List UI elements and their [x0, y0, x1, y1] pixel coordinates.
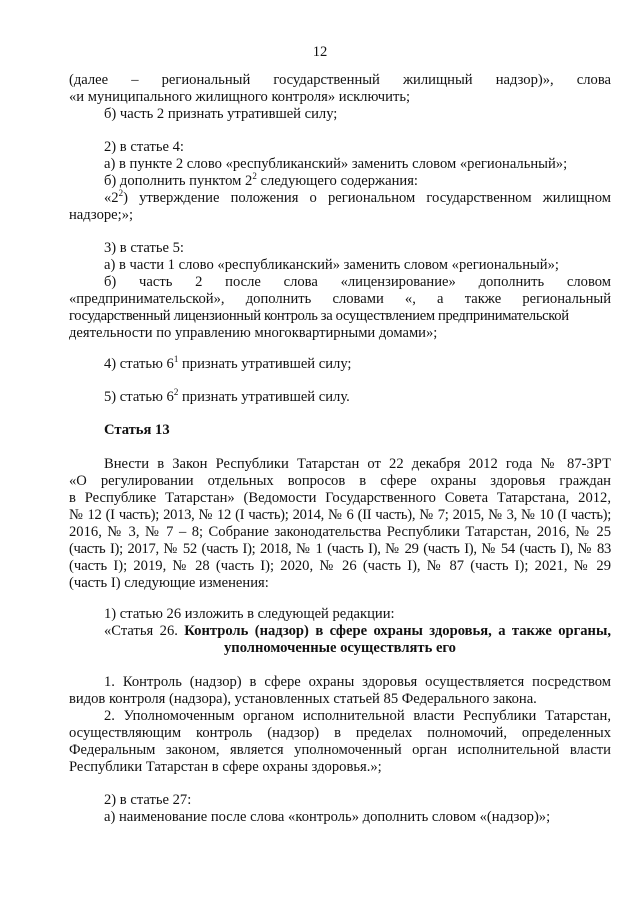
text-line: № 12 (I часть); 2013, № 12 (I часть); 2014, № 6 (II часть), № 7; 2015, № 3, № 10 (I часть);: [69, 507, 611, 523]
text-line: уполномоченные осуществлять его: [224, 640, 456, 656]
text-line: (часть I); 2017, № 52 (часть I); 2018, № 1 (часть I), № 29 (часть I), № 54 (часть I), № 83: [69, 541, 611, 557]
text-line: а) в части 1 слово «республиканский» заменить словом «региональный»;: [104, 257, 559, 273]
text-line: а) наименование после слова «контроль» дополнить словом «(надзор)»;: [104, 809, 551, 825]
text-line: видов контроля (надзора), установленных статьей 85 Федерального закона.: [69, 691, 537, 707]
text-fragment-bold: Контроль (надзор) в сфере охраны здоровья, а также органы,: [184, 623, 612, 639]
text-line: а) в пункте 2 слово «республиканский» заменить словом «региональный»;: [104, 156, 568, 172]
text-fragment: «2: [104, 190, 119, 206]
text-line: Внести в Закон Республики Татарстан от 22 декабря 2012 года № 87-ЗРТ: [104, 456, 611, 472]
text-line: 2016, № 3, № 7 – 8; Собрание законодательства Республики Татарстан, 2016, № 25: [69, 524, 611, 540]
page-number: 12: [312, 44, 328, 60]
text-line: (часть I) следующие изменения:: [69, 575, 269, 591]
text-line: государственный лицензионный контроль за осуществлением предпринимательской: [69, 308, 569, 324]
text-line: Республики Татарстан в сфере охраны здоровья.»;: [69, 759, 382, 775]
text-fragment: 4) статью 6: [104, 356, 174, 372]
text-line: (далее – региональный государственный жилищный надзор)», слова: [69, 72, 611, 88]
text-line: [104, 190, 611, 207]
text-line: «О регулировании отдельных вопросов в сфере охраны здоровья граждан: [69, 473, 611, 489]
text-fragment: признать утратившей силу;: [178, 356, 352, 372]
superscript: 2: [173, 387, 179, 397]
text-fragment: «Статья 26.: [104, 623, 185, 639]
text-line: «и муниципального жилищного контроля» исключить;: [69, 89, 411, 105]
superscript: 1: [173, 354, 179, 364]
text-line: б) часть 2 признать утратившей силу;: [104, 106, 338, 122]
text-fragment: 5) статью 6: [104, 389, 174, 405]
text-line: 2. Уполномоченным органом исполнительной власти Республики Татарстан,: [104, 708, 611, 724]
text-line: надзоре;»;: [69, 207, 134, 223]
text-line: 3) в статье 5:: [104, 240, 184, 256]
article-heading: Статья 13: [104, 422, 170, 438]
text-line: 1) статью 26 изложить в следующей редакции:: [104, 606, 395, 622]
text-fragment: следующего содержания:: [256, 173, 418, 189]
text-line: б) часть 2 после слова «лицензирование» дополнить словом: [104, 274, 611, 290]
text-fragment: ) утверждение положения о региональном государственном жилищном: [123, 190, 611, 206]
text-line: [104, 356, 611, 373]
text-line: [104, 623, 611, 640]
text-line: 2) в статье 4:: [104, 139, 184, 155]
text-fragment: б) дополнить пунктом 2: [104, 173, 253, 189]
text-line: деятельности по управлению многоквартирными домами»;: [69, 325, 438, 341]
text-line: [104, 173, 611, 190]
text-line: «предпринимательской», дополнить словами «, а также региональный: [69, 291, 611, 307]
text-line: 1. Контроль (надзор) в сфере охраны здоровья осуществляется посредством: [104, 674, 611, 690]
text-line: 2) в статье 27:: [104, 792, 192, 808]
text-line: осуществляющим контроль (надзор) в пределах полномочий, определенных: [69, 725, 611, 741]
text-line: [104, 389, 611, 406]
text-fragment: признать утратившей силу.: [178, 389, 350, 405]
superscript: 2: [252, 171, 257, 181]
text-line: (часть I); 2019, № 28 (часть I); 2020, № 26 (часть I), № 87 (часть I); 2021, № 29: [69, 558, 611, 574]
text-line: в Республике Татарстан» (Ведомости Государственного Совета Татарстана, 2012,: [69, 490, 611, 506]
text-line: Федеральным законом, является уполномоченный орган исполнительной власти: [69, 742, 611, 758]
superscript: 2: [118, 188, 124, 198]
